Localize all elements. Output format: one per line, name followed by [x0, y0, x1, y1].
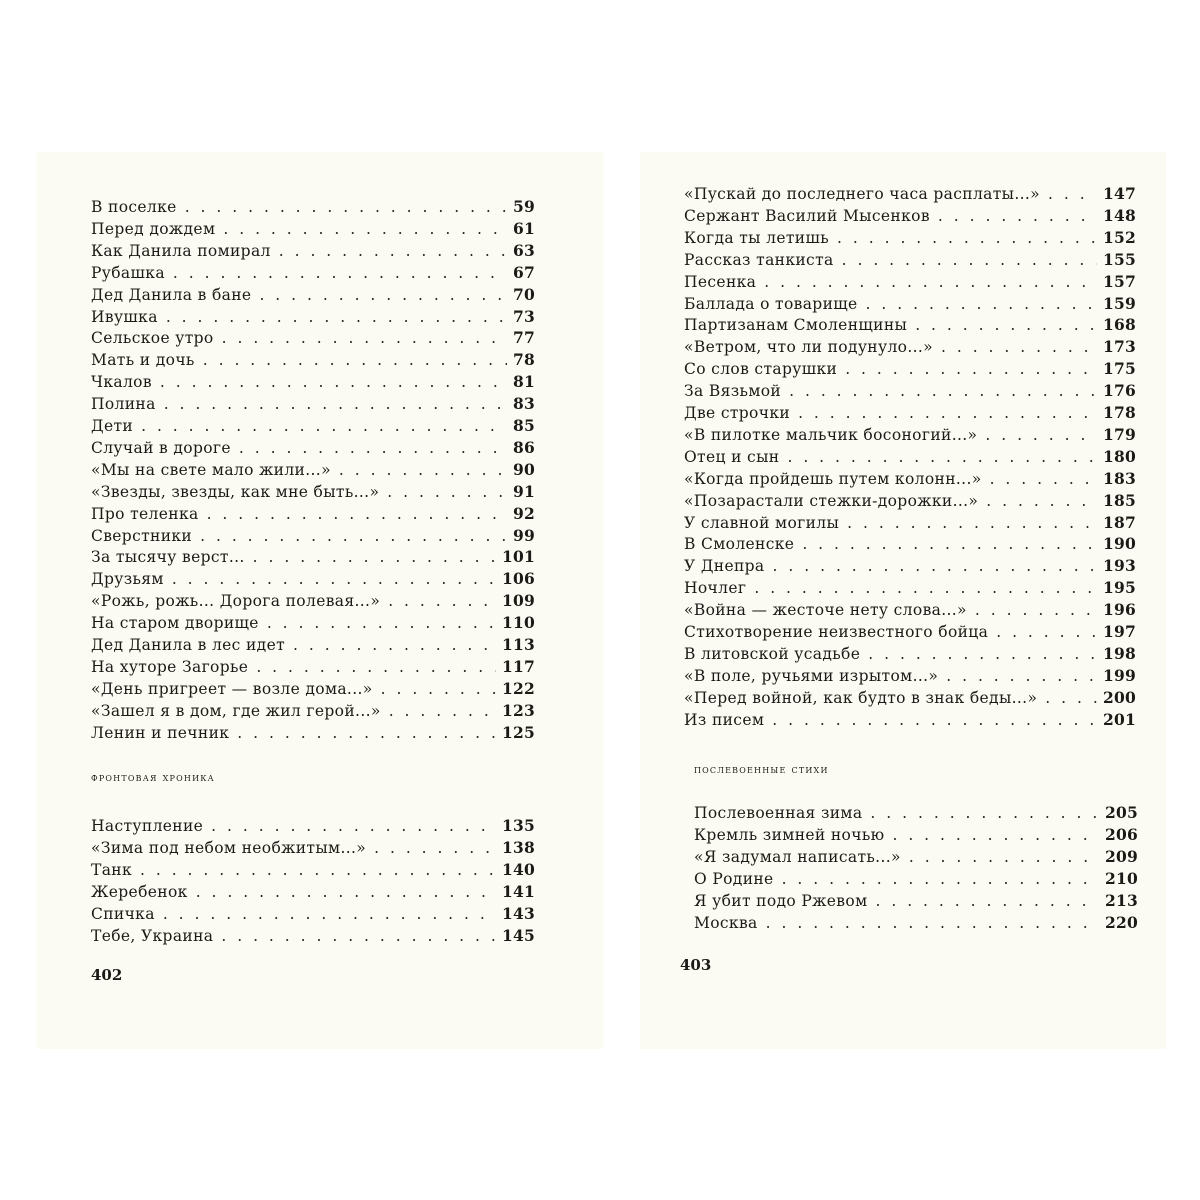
toc-entry: [91, 196, 535, 218]
toc-entry: [91, 656, 535, 678]
dot-leader: [152, 371, 507, 393]
dot-leader: [988, 621, 1097, 643]
section-heading-front-chronicle: фронтовая хроника: [91, 770, 215, 784]
dot-leader: [779, 446, 1097, 468]
toc-entry-page: 199: [1103, 665, 1136, 685]
dot-leader: [331, 459, 507, 481]
toc-entry-title: Отец и сын: [684, 447, 780, 466]
toc-entry-title: Я убит подо Ржевом: [694, 891, 868, 910]
toc-entry-page: 180: [1103, 446, 1136, 466]
dot-leader: [156, 393, 507, 415]
toc-entry-title: Друзьям: [91, 570, 164, 589]
toc-entry: [91, 634, 535, 656]
toc-entry-page: 77: [513, 328, 535, 348]
toc-entry: [684, 533, 1136, 555]
toc-entry-page: 73: [513, 306, 535, 326]
toc-entry-title: Из писем: [684, 710, 765, 729]
dot-leader: [790, 402, 1097, 424]
toc-entry-page: 70: [513, 284, 535, 304]
toc-entry-page: 159: [1103, 293, 1136, 313]
toc-entry: [684, 446, 1136, 468]
dot-leader: [977, 424, 1097, 446]
dot-leader: [380, 590, 496, 612]
toc-entry-page: 61: [513, 218, 535, 238]
dot-leader: [164, 568, 496, 590]
toc-entry-title: «Позарастали стежки-дорожки...»: [684, 491, 979, 510]
toc-entry: [694, 868, 1138, 890]
toc-entry-title: Ленин и печник: [91, 723, 230, 742]
dot-leader: [132, 859, 496, 881]
toc-entry-title: Стихотворение неизвестного бойца: [684, 623, 989, 641]
toc-entry: [91, 612, 535, 634]
toc-entry-page: 81: [513, 372, 535, 392]
toc-entry-page: 86: [513, 437, 535, 457]
toc-entry-title: Мать и дочь: [91, 351, 195, 370]
toc-entry-page: 83: [513, 394, 535, 414]
toc-entry-title: «Когда пройдешь путем колонн...»: [684, 469, 982, 488]
dot-leader: [215, 218, 507, 240]
toc-entry-title: О Родине: [694, 869, 774, 888]
toc-entry: [684, 358, 1136, 380]
toc-entry: [694, 846, 1138, 868]
dot-leader: [133, 415, 507, 437]
dot-leader: [177, 196, 507, 218]
toc-entry-page: 175: [1103, 359, 1136, 379]
page-number-left: 402: [91, 966, 123, 984]
toc-entry-title: «Звезды, звезды, как мне быть...»: [91, 482, 380, 501]
toc-entry-page: 92: [513, 503, 535, 523]
dot-leader: [978, 490, 1097, 512]
toc-entry-title: «В поле, ручьями изрытом...»: [684, 666, 939, 685]
toc-entry-page: 206: [1105, 824, 1138, 844]
toc-entry: [684, 687, 1136, 709]
toc-entry-title: Дети: [91, 417, 134, 435]
toc-entry-title: Как Данила помирал: [91, 241, 271, 260]
toc-entry: [91, 590, 535, 612]
dot-leader: [758, 912, 1099, 934]
toc-entry-title: Жеребенок: [91, 882, 188, 901]
toc-entry-page: 200: [1103, 687, 1136, 707]
toc-entry-page: 155: [1103, 249, 1136, 269]
toc-entry: [91, 371, 535, 393]
toc-entry-title: У славной могилы: [684, 513, 840, 532]
toc-entry-title: «Война — жесточе нету слова...»: [684, 601, 967, 620]
toc-entry-page: 113: [502, 635, 535, 654]
toc-entry-page: 187: [1103, 512, 1136, 532]
toc-entry-title: Сержант Василий Мысенков: [684, 206, 930, 225]
dot-leader: [214, 327, 507, 349]
toc-entry-page: 185: [1103, 490, 1136, 510]
toc-entry: [91, 837, 535, 859]
toc-entry-title: В поселке: [91, 198, 177, 216]
toc-entry: [91, 859, 535, 881]
toc-entry: [684, 577, 1136, 599]
dot-leader: [834, 249, 1097, 271]
toc-entry-page: 195: [1103, 578, 1136, 598]
toc-entry: [91, 327, 535, 349]
toc-entry: [91, 437, 535, 459]
dot-leader: [1040, 183, 1097, 205]
dot-leader: [764, 709, 1097, 731]
toc-entry: [91, 546, 535, 568]
dot-leader: [907, 314, 1097, 336]
toc-entry-page: 147: [1103, 184, 1136, 203]
toc-entry: [91, 903, 535, 925]
toc-entry-page: 213: [1105, 890, 1138, 910]
right-page: [640, 152, 1166, 1049]
toc-entry-title: «День пригреет — возле дома...»: [91, 679, 373, 698]
toc-entry-page: 90: [513, 459, 535, 479]
dot-leader: [982, 468, 1097, 490]
toc-entry-page: 59: [513, 197, 535, 216]
toc-entry-title: «Рожь, рожь... Дорога полевая...»: [91, 592, 381, 611]
toc-entry-title: «Зашел я в дом, где жил герой...»: [91, 701, 381, 720]
left-page: [37, 152, 603, 1049]
toc-entry: [91, 349, 535, 371]
toc-entry-page: 125: [502, 722, 535, 742]
toc-entry-title: Песенка: [684, 272, 757, 291]
toc-entry-title: Полина: [91, 395, 156, 414]
toc-entry-page: 106: [502, 569, 535, 589]
toc-entry-page: 173: [1103, 337, 1136, 357]
toc-entry-title: «Пускай до последнего часа расплаты...»: [684, 185, 1041, 203]
toc-entry-page: 205: [1105, 803, 1138, 822]
toc-entry-page: 99: [513, 525, 535, 545]
dot-leader: [781, 380, 1097, 402]
dot-leader: [837, 358, 1097, 380]
toc-entry-title: На старом дворище: [91, 614, 259, 633]
toc-entry: [91, 262, 535, 284]
dot-leader: [285, 634, 496, 656]
toc-entry-title: В литовской усадьбе: [684, 644, 861, 663]
toc-entry-page: 63: [513, 240, 535, 260]
toc-entry-page: 101: [502, 547, 535, 567]
toc-entry-title: Со слов старушки: [684, 360, 838, 379]
dot-leader: [867, 890, 1099, 912]
toc-entry-title: Случай в дороге: [91, 438, 231, 457]
toc-entry-title: «Ветром, что ли подунуло...»: [684, 338, 933, 357]
toc-entry-page: 117: [502, 656, 535, 676]
toc-entry: [684, 621, 1136, 643]
toc-entry-title: Перед дождем: [91, 219, 216, 238]
section-heading-postwar-poems: послевоенные стихи: [694, 762, 829, 776]
dot-leader: [774, 868, 1099, 890]
toc-entry: [694, 912, 1138, 934]
page-number-right: 403: [680, 956, 712, 974]
dot-leader: [251, 284, 507, 306]
toc-entry-page: 67: [513, 262, 535, 282]
toc-entry: [684, 249, 1136, 271]
toc-entry: [91, 218, 535, 240]
toc-entry-page: 168: [1103, 315, 1136, 335]
toc-entry: [694, 890, 1138, 912]
toc-entry: [684, 314, 1136, 336]
toc-entry-title: Ивушка: [91, 307, 158, 326]
toc-entry-title: «Перед войной, как будто в знак беды...»: [684, 688, 1038, 707]
dot-leader: [746, 577, 1097, 599]
dot-leader: [165, 262, 507, 284]
dot-leader: [248, 656, 496, 678]
dot-leader: [373, 678, 496, 700]
toc-entry-page: 145: [502, 925, 535, 945]
toc-entry-title: На хуторе Загорье: [91, 657, 249, 676]
dot-leader: [858, 293, 1097, 315]
dot-leader: [884, 824, 1099, 846]
toc-entry-title: Дед Данила в лес идет: [91, 636, 286, 654]
toc-entry-page: 152: [1103, 227, 1136, 247]
toc-entry-title: «Я задумал написать...»: [694, 847, 901, 866]
toc-entry-page: 110: [502, 613, 535, 633]
toc-entry-title: Две строчки: [684, 404, 791, 422]
toc-entry: [694, 824, 1138, 846]
toc-entry-page: 197: [1103, 622, 1136, 641]
toc-entry: [91, 700, 535, 722]
dot-leader: [188, 881, 496, 903]
toc-entry-page: 138: [502, 837, 535, 857]
dot-leader: [213, 925, 496, 947]
dot-leader: [158, 306, 507, 328]
toc-entry-title: Про теленка: [91, 504, 199, 523]
toc-entry: [91, 415, 535, 437]
dot-leader: [829, 227, 1097, 249]
toc-entry: [91, 284, 535, 306]
dot-leader: [245, 546, 496, 568]
toc-entry-page: 198: [1103, 643, 1136, 663]
toc-entry-page: 201: [1103, 709, 1136, 729]
toc-entry-title: Партизанам Смоленщины: [684, 316, 908, 335]
dot-leader: [155, 903, 496, 925]
toc-entry-page: 109: [502, 591, 535, 611]
toc-entry: [684, 424, 1136, 446]
toc-entry-title: Наступление: [91, 817, 204, 835]
dot-leader: [1037, 687, 1097, 709]
toc-entry: [91, 881, 535, 903]
toc-entry: [684, 490, 1136, 512]
dot-leader: [229, 722, 496, 744]
toc-entry-title: Чкалов: [91, 373, 152, 392]
toc-entry: [91, 722, 535, 744]
dot-leader: [794, 533, 1097, 555]
toc-entry-title: Когда ты летишь: [684, 228, 830, 247]
toc-entry-title: В Смоленске: [684, 535, 795, 554]
toc-entry-page: 176: [1103, 381, 1136, 401]
toc-entry-page: 135: [502, 816, 535, 835]
toc-entry-title: Дед Данила в бане: [91, 285, 252, 304]
toc-entry-title: «Мы на свете мало жили...»: [91, 460, 331, 479]
dot-leader: [756, 271, 1097, 293]
toc-entry-page: 209: [1105, 846, 1138, 866]
toc-entry: [684, 468, 1136, 490]
toc-entry-page: 85: [513, 416, 535, 435]
toc-entry-title: Москва: [694, 913, 758, 932]
dot-leader: [933, 336, 1097, 358]
toc-entry-title: Сельское утро: [91, 329, 214, 348]
toc-entry-title: Послевоенная зима: [694, 804, 863, 822]
toc-entry: [91, 481, 535, 503]
toc-entry-page: 91: [513, 481, 535, 501]
toc-entry-title: «В пилотке мальчик босоногий...»: [684, 425, 978, 444]
toc-entry: [91, 306, 535, 328]
toc-entry: [684, 709, 1136, 731]
toc-entry-page: 122: [502, 678, 535, 698]
toc-entry-page: 123: [502, 700, 535, 720]
dot-leader: [967, 599, 1097, 621]
toc-entry: [684, 227, 1136, 249]
toc-entry-title: Спичка: [91, 904, 155, 923]
toc-entry-title: Танк: [91, 860, 132, 879]
dot-leader: [199, 503, 507, 525]
toc-entry-title: Сверстники: [91, 526, 193, 545]
dot-leader: [839, 512, 1097, 534]
dot-leader: [930, 205, 1097, 227]
toc-entry: [91, 240, 535, 262]
dot-leader: [203, 815, 496, 837]
toc-entry-page: 190: [1103, 534, 1136, 554]
toc-entry: [91, 678, 535, 700]
dot-leader: [192, 525, 507, 547]
dot-leader: [901, 846, 1099, 868]
toc-entry: [694, 802, 1138, 824]
toc-entry-page: 179: [1103, 424, 1136, 444]
toc-entry: [91, 568, 535, 590]
toc-entry-title: Ночлег: [684, 579, 747, 598]
toc-entry: [684, 205, 1136, 227]
dot-leader: [938, 665, 1097, 687]
toc-entry-title: За тысячу верст...: [91, 548, 245, 567]
dot-leader: [765, 555, 1098, 577]
toc-entry: [684, 599, 1136, 621]
toc-entry-title: У Днепра: [684, 557, 765, 576]
toc-entry-page: 78: [513, 350, 535, 370]
toc-entry: [91, 925, 535, 947]
toc-entry-title: «Зима под небом необжитым...»: [91, 838, 367, 857]
toc-entry: [684, 643, 1136, 665]
toc-entry-title: За Вязьмой: [684, 382, 782, 401]
dot-leader: [259, 612, 496, 634]
toc-entry: [684, 402, 1136, 424]
toc-entry-page: 178: [1103, 403, 1136, 422]
dot-leader: [862, 802, 1099, 824]
toc-entry-page: 143: [502, 903, 535, 923]
toc-entry-title: Рубашка: [91, 263, 165, 282]
dot-leader: [271, 240, 507, 262]
toc-entry-title: Тебе, Украина: [91, 926, 214, 945]
dot-leader: [860, 643, 1097, 665]
toc-entry-page: 220: [1105, 912, 1138, 932]
toc-entry: [684, 271, 1136, 293]
toc-entry: [684, 293, 1136, 315]
toc-entry-page: 148: [1103, 205, 1136, 225]
toc-entry: [684, 512, 1136, 534]
toc-entry-page: 210: [1105, 868, 1138, 888]
dot-leader: [195, 349, 507, 371]
toc-entry: [684, 380, 1136, 402]
toc-entry-page: 193: [1103, 556, 1136, 576]
toc-entry-page: 196: [1103, 600, 1136, 620]
toc-entry-title: Баллада о товарище: [684, 294, 858, 313]
toc-entry: [91, 393, 535, 415]
toc-entry: [91, 459, 535, 481]
toc-entry-title: Рассказ танкиста: [684, 250, 834, 269]
toc-entry-page: 140: [502, 859, 535, 879]
toc-entry: [684, 183, 1136, 205]
dot-leader: [366, 837, 496, 859]
dot-leader: [381, 700, 496, 722]
toc-entry: [684, 665, 1136, 687]
dot-leader: [231, 437, 507, 459]
toc-entry: [91, 815, 535, 837]
toc-entry: [684, 336, 1136, 358]
toc-entry-page: 141: [502, 881, 535, 901]
toc-entry-title: Кремль зимней ночью: [694, 825, 885, 844]
toc-entry: [684, 555, 1136, 577]
toc-entry-page: 157: [1103, 271, 1136, 291]
toc-entry: [91, 525, 535, 547]
toc-entry-page: 183: [1103, 468, 1136, 488]
dot-leader: [379, 481, 507, 503]
toc-entry: [91, 503, 535, 525]
